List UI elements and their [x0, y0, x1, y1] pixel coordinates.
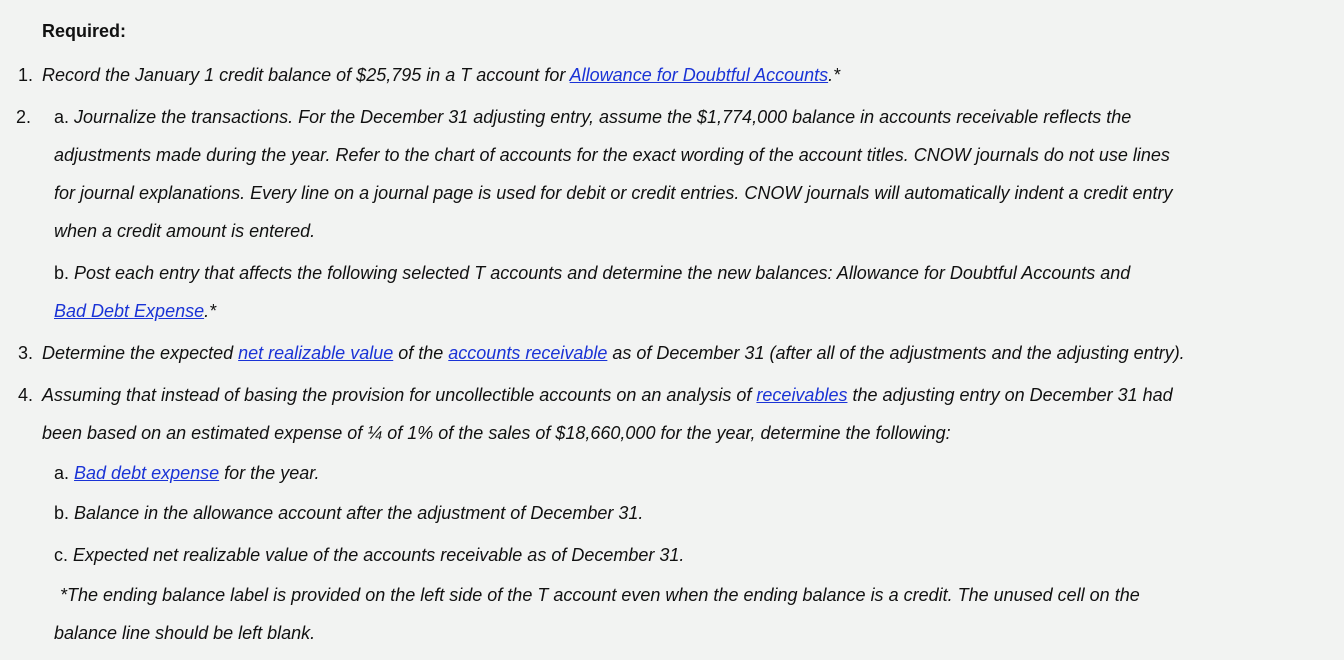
item-4c-text: Expected net realizable value of the accounts receivable as of December 31.	[73, 545, 685, 565]
item-3-number: 3.	[18, 343, 34, 363]
item-2a-line-2: adjustments made during the year. Refer to the chart of accounts for the exact wording of the account titles. CNOW journals do not use lines	[54, 145, 1170, 165]
item-3-mid: of the	[393, 343, 449, 363]
item-1	[18, 64, 33, 86]
item-1-pre: Record the January 1 credit balance of $25,795 in a T account for	[42, 65, 570, 85]
note-line-2: balance line should be left blank.	[54, 623, 316, 643]
item-4c	[54, 544, 684, 566]
item-4b-text: Balance in the allowance account after the adjustment of December 31.	[74, 503, 644, 523]
item-4	[18, 384, 33, 406]
item-2a-line-1	[54, 106, 1131, 128]
item-4a	[54, 462, 320, 484]
item-2b-line-2	[54, 300, 216, 322]
item-4-number: 4.	[18, 385, 34, 405]
item-1-number: 1.	[18, 65, 34, 85]
item-4b-label: b.	[54, 503, 70, 523]
item-2a-line-4: when a credit amount is entered.	[54, 221, 316, 241]
allowance-for-doubtful-accounts-link[interactable]: Allowance for Doubtful Accounts	[569, 65, 829, 85]
item-4-post: the adjusting entry on December 31 had	[847, 385, 1173, 405]
item-2a-label: a.	[54, 107, 70, 127]
item-2-number: 2.	[16, 107, 32, 127]
item-3-post: as of December 31 (after all of the adjustments and the adjusting entry).	[607, 343, 1185, 363]
item-4a-label: a.	[54, 463, 70, 483]
receivables-link[interactable]: receivables	[756, 385, 848, 405]
item-2b-post: .*	[204, 301, 217, 321]
item-2	[16, 106, 31, 128]
accounts-receivable-link[interactable]: accounts receivable	[448, 343, 608, 363]
item-3	[18, 342, 33, 364]
item-4-line-2: been based on an estimated expense of ¼ of 1% of the sales of $18,660,000 for the year, determine the following:	[42, 423, 951, 443]
required-heading: Required:	[42, 21, 127, 41]
item-2a-text-1: Journalize the transactions. For the December 31 adjusting entry, assume the $1,774,000 balance in accounts receivable reflects the	[74, 107, 1132, 127]
item-2a-line-3: for journal explanations. Every line on a journal page is used for debit or credit entries. CNOW journals will automatically indent a credit entry	[54, 183, 1173, 203]
bad-debt-expense-link[interactable]: Bad Debt Expense	[54, 301, 205, 321]
net-realizable-value-link[interactable]: net realizable value	[238, 343, 394, 363]
item-2b-text: Post each entry that affects the following selected T accounts and determine the new balances: Allowance for Doubtful Accounts and	[74, 263, 1131, 283]
item-1-text	[42, 64, 840, 86]
bad-debt-expense-link-2[interactable]: Bad debt expense	[74, 463, 220, 483]
item-4c-label: c.	[54, 545, 69, 565]
item-4-line-1	[42, 384, 1173, 406]
item-4-pre: Assuming that instead of basing the provision for uncollectible accounts on an analysis of	[42, 385, 757, 405]
item-3-text	[42, 342, 1185, 364]
note-line-1: *The ending balance label is provided on the left side of the T account even when the ending balance is a credit. The unused cell on the	[60, 585, 1140, 605]
item-3-pre: Determine the expected	[42, 343, 239, 363]
item-4b	[54, 502, 643, 524]
item-2b-line-1	[54, 262, 1130, 284]
item-1-post: .*	[828, 65, 841, 85]
item-4a-post: for the year.	[219, 463, 320, 483]
item-2b-label: b.	[54, 263, 70, 283]
